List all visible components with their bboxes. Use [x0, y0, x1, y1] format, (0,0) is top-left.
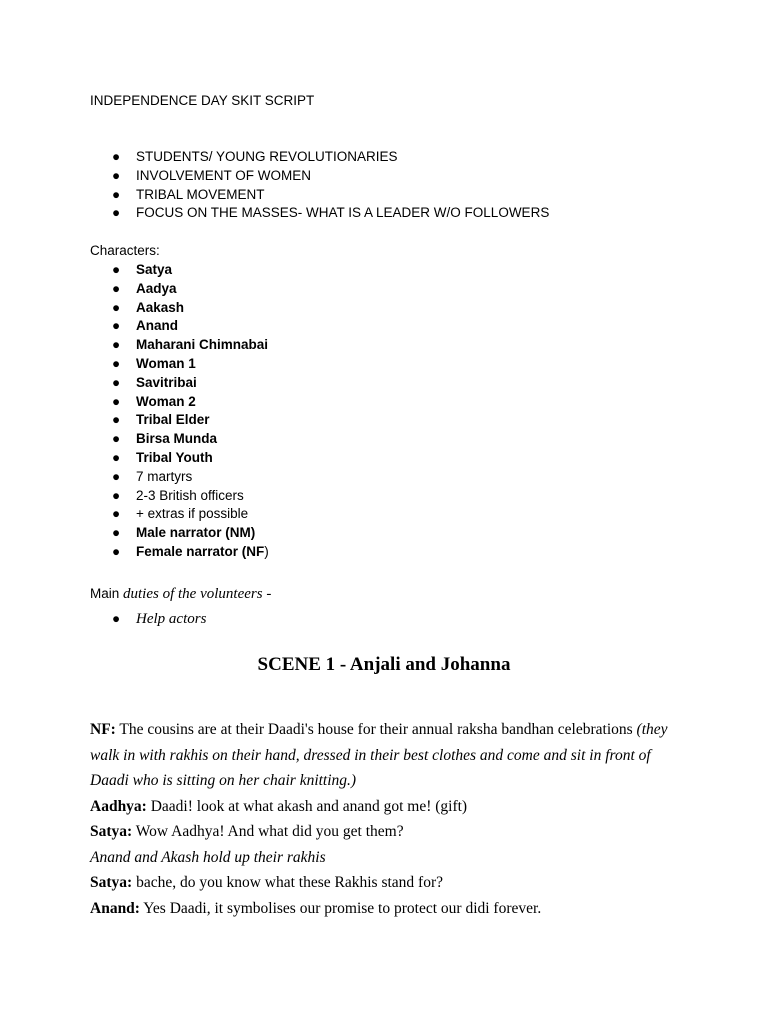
bullet-icon: ●	[112, 431, 121, 447]
list-item: ● Aakash	[90, 299, 269, 318]
list-item: ● 7 martyrs	[90, 468, 269, 487]
speaker-label: Satya:	[90, 874, 133, 891]
stage-direction: (they walk in with rakhis on their hand, dressed in their best clothes and come and sit in front of Daadi who is sitting on her chair knitting.)	[90, 721, 668, 789]
list-item: ● Tribal Youth	[90, 449, 269, 468]
bullet-icon: ●	[112, 487, 121, 503]
bullet-icon: ●	[112, 355, 121, 371]
list-item: ● Satya	[90, 261, 269, 280]
list-item: ● Maharani Chimnabai	[90, 336, 269, 355]
bullet-icon: ●	[112, 262, 121, 277]
script-line: Aadhya: Daadi! look at what akash and anand got me! (gift)	[90, 797, 468, 815]
speaker-label: Aadhya:	[90, 797, 147, 815]
list-item: ● TRIBAL MOVEMENT	[90, 186, 549, 205]
scene-heading: SCENE 1 - Anjali and Johanna	[257, 654, 511, 675]
bullet-icon: ●	[112, 525, 121, 541]
topics-list	[90, 148, 549, 223]
bullet-icon: ●	[112, 543, 121, 559]
list-item: ● Tribal Elder	[90, 411, 269, 430]
list-item: ● Savitribai	[90, 374, 269, 393]
script-line: Satya: bache, do you know what these Rakhis stand for?	[90, 874, 443, 891]
bullet-icon: ●	[112, 374, 121, 390]
list-item: ● Aadya	[90, 280, 269, 299]
script-line: Anand: Yes Daadi, it symbolises our promise to protect our didi forever.	[90, 899, 542, 917]
list-item: ● Woman 2	[90, 393, 269, 412]
bullet-icon: ●	[112, 468, 121, 484]
bullet-icon: ●	[112, 186, 121, 202]
list-item: ● Male narrator (NM)	[90, 524, 269, 543]
list-item: ● Female narrator (NF)	[90, 543, 269, 562]
stage-direction: Anand and Akash hold up their rakhis	[90, 848, 326, 866]
bullet-icon: ●	[112, 280, 121, 296]
bullet-icon: ●	[112, 449, 121, 465]
script-line: Satya: Wow Aadhya! And what did you get them?	[90, 823, 404, 840]
speaker-label: Satya:	[90, 823, 133, 840]
speaker-label: NF:	[90, 721, 116, 738]
volunteer-duties-list	[90, 608, 206, 630]
bullet-icon: ●	[112, 299, 121, 315]
volunteer-duties-label: Main duties of the volunteers -	[90, 586, 272, 602]
bullet-icon: ●	[112, 337, 121, 353]
list-item: ● + extras if possible	[90, 505, 269, 524]
script-line: NF: The cousins are at their Daadi's house for their annual raksha bandhan celebrations (they walk in with rakhis on their hand, dressed in their best clothes and come and sit in front of Daadi who is sitting on her chair knitting.)	[90, 721, 668, 789]
bullet-icon: ●	[112, 611, 121, 626]
list-item: ● Birsa Munda	[90, 430, 269, 449]
characters-list	[90, 261, 269, 562]
characters-label: Characters:	[90, 243, 160, 258]
list-item: ● Anand	[90, 317, 269, 336]
list-item: ● STUDENTS/ YOUNG REVOLUTIONARIES	[90, 148, 549, 167]
bullet-icon: ●	[112, 318, 121, 334]
list-item: ● Woman 1	[90, 355, 269, 374]
speaker-label: Anand:	[90, 899, 140, 917]
bullet-icon: ●	[112, 506, 121, 522]
bullet-icon: ●	[112, 149, 121, 164]
list-item: ● INVOLVEMENT OF WOMEN	[90, 167, 549, 186]
list-item: ● FOCUS ON THE MASSES- WHAT IS A LEADER W/O FOLLOWERS	[90, 204, 549, 223]
document-title: INDEPENDENCE DAY SKIT SCRIPT	[90, 93, 315, 108]
bullet-icon: ●	[112, 167, 121, 183]
bullet-icon: ●	[112, 205, 121, 221]
bullet-icon: ●	[112, 393, 121, 409]
list-item: ● 2-3 British officers	[90, 487, 269, 506]
script-body	[90, 717, 690, 921]
list-item: ● Help actors	[90, 608, 206, 630]
bullet-icon: ●	[112, 412, 121, 428]
